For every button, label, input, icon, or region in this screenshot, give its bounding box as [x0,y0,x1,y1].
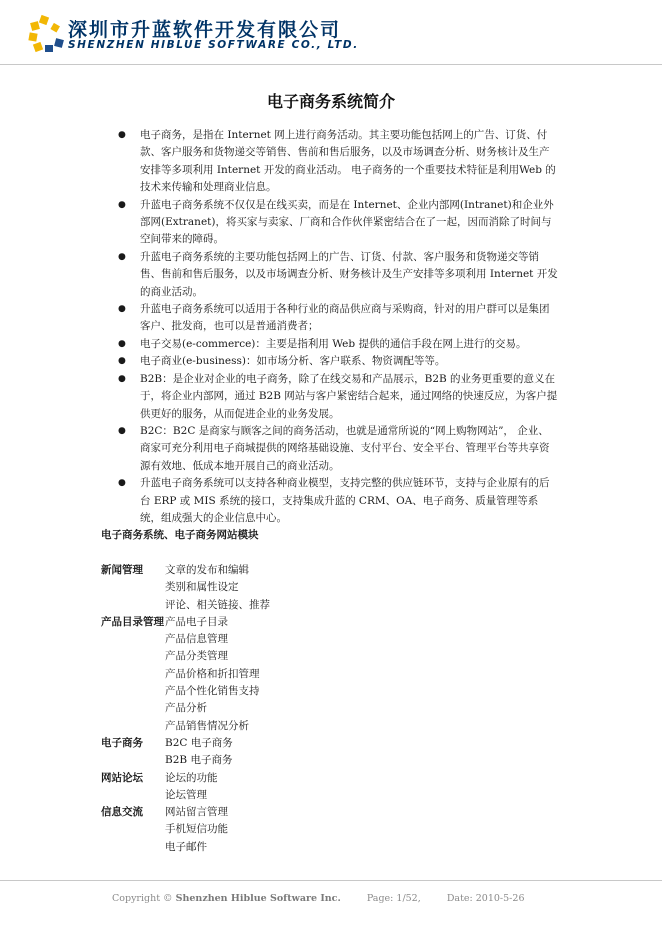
module-item: 产品价格和折扣管理 [165,667,260,680]
bullet-icon: ● [118,373,126,384]
module-item: 产品分析 [165,702,207,715]
bullet-icon: ● [118,425,126,436]
bullet-item: ● 电子商务，是指在 Internet 网上进行商务活动。其主要功能包括网上的广告、订货、付款、客户服务和货物递交等销售、售前和售后服务，以及市场调查分析、财务核计及生产安排等多项利用 Internet 开发的商业活动。 电子商务的一个重要技术特征是利用Web 的技术来传输和处理商业信息。 [118,129,556,194]
module-item: 产品个性化销售支持 [165,685,260,698]
module-item: 产品销售情况分析 [165,719,249,732]
page-header [28,12,648,62]
bullet-icon: ● [118,356,126,367]
header-divider [0,64,662,65]
module-item: 文章的发布和编辑 [165,564,249,576]
module-item: 产品分类管理 [165,650,228,663]
bullet-item: ● B2B：是企业对企业的电子商务，除了在线交易和产品展示，B2B 的业务更重要的意义在于，将企业内部网，通过 B2B 网站与客户紧密结合起来，通过网络的快速反应，为客户提供更好的服务，从而促进企业的业务发展。 [118,372,558,420]
bullet-icon: ● [118,338,126,349]
module-item: 论坛的功能 [165,771,218,784]
bullet-item: ● 升蓝电子商务系统可以支持各种商业模型，支持完整的供应链环节，支持与企业原有的后台 ERP 或 MIS 系统的接口，支持集成升蓝的 CRM、OA、电子商务、质量管理等系统，组成强大的企业信息中心。 [118,477,550,524]
company-logo-icon [28,14,68,54]
module-item: 手机短信功能 [165,823,228,836]
intro-bullet-list [118,127,558,527]
bullet-item: ● 电子交易(e-commerce)：主要是指利用 Web 提供的通信手段在网上进行的交易。 [118,336,558,353]
footer-divider [0,880,662,881]
module-name: 电子商务 [101,736,143,749]
module-item: 电子邮件 [165,840,207,853]
module-item: B2B 电子商务 [165,754,233,767]
module-list [101,562,401,856]
module-name: 产品目录管理 [101,615,164,628]
company-name-cn: 深圳市升蓝软件开发有限公司 [68,19,342,41]
company-name-en: SHENZHEN HIBLUE SOFTWARE CO., LTD. [68,39,359,51]
module-item: 产品电子目录 [165,615,228,628]
bullet-icon: ● [118,130,126,140]
module-name: 新闻管理 [101,564,143,576]
module-name: 网站论坛 [101,771,143,784]
module-item: 网站留言管理 [165,806,228,819]
footer-company: Shenzhen Hiblue Software Inc. [175,893,341,904]
module-item: B2C 电子商务 [165,736,233,749]
modules-section-heading: 电子商务系统、电子商务网站模块 [101,529,259,541]
module-item: 类别和属性设定 [165,581,239,594]
module-item: 产品信息管理 [165,633,228,646]
bullet-item: ● 升蓝电子商务系统的主要功能包括网上的广告、订货、付款、客户服务和货物递交等销售、售前和售后服务，以及市场调查分析、财务核计及生产安排等多项利用 Internet 开发的商业活动。 [118,250,558,298]
footer-page-number: Page: 1/52, [366,893,421,904]
bullet-item: ● B2C：B2C 是商家与顾客之间的商务活动，也就是通常所说的“网上购物网站”， 企业、商家可充分利用电子商城提供的网络基础设施、支付平台、安全平台、管理平台等共享资源有效地、低成本地开展自己的商业活动。 [118,424,550,472]
bullet-item: ● 电子商业(e-business)：如市场分析、客户联系、物资调配等等。 [118,353,558,370]
module-name: 信息交流 [101,806,143,819]
bullet-icon: ● [118,478,126,489]
footer-copyright: Copyright © [112,893,173,904]
module-news [101,562,401,614]
document-title: 电子商务系统简介 [266,92,395,111]
module-item: 论坛管理 [165,788,207,801]
module-communication [101,804,401,856]
bullet-icon: ● [118,304,126,315]
bullet-icon: ● [118,199,126,210]
bullet-item: ● 升蓝电子商务系统可以适用于各种行业的商品供应商与采购商，针对的用户群可以是集团客户、批发商，也可以是普通消费者； [118,303,550,333]
bullet-icon: ● [118,251,126,262]
bullet-item: ● 升蓝电子商务系统不仅仅是在线买卖，而是在 Internet、企业内部网(Intranet)和企业外部网(Extranet)，将买家与卖家、厂商和合作伙伴紧密结合在了一起，因而消除了时间与空间带来的障碍。 [118,198,554,246]
module-ecommerce [101,735,401,770]
page-footer [112,893,524,904]
module-forum [101,770,401,805]
module-item: 评论、相关链接、推荐 [165,598,270,611]
footer-date: Date: 2010-5-26 [446,893,525,904]
module-product-catalog [101,614,401,735]
